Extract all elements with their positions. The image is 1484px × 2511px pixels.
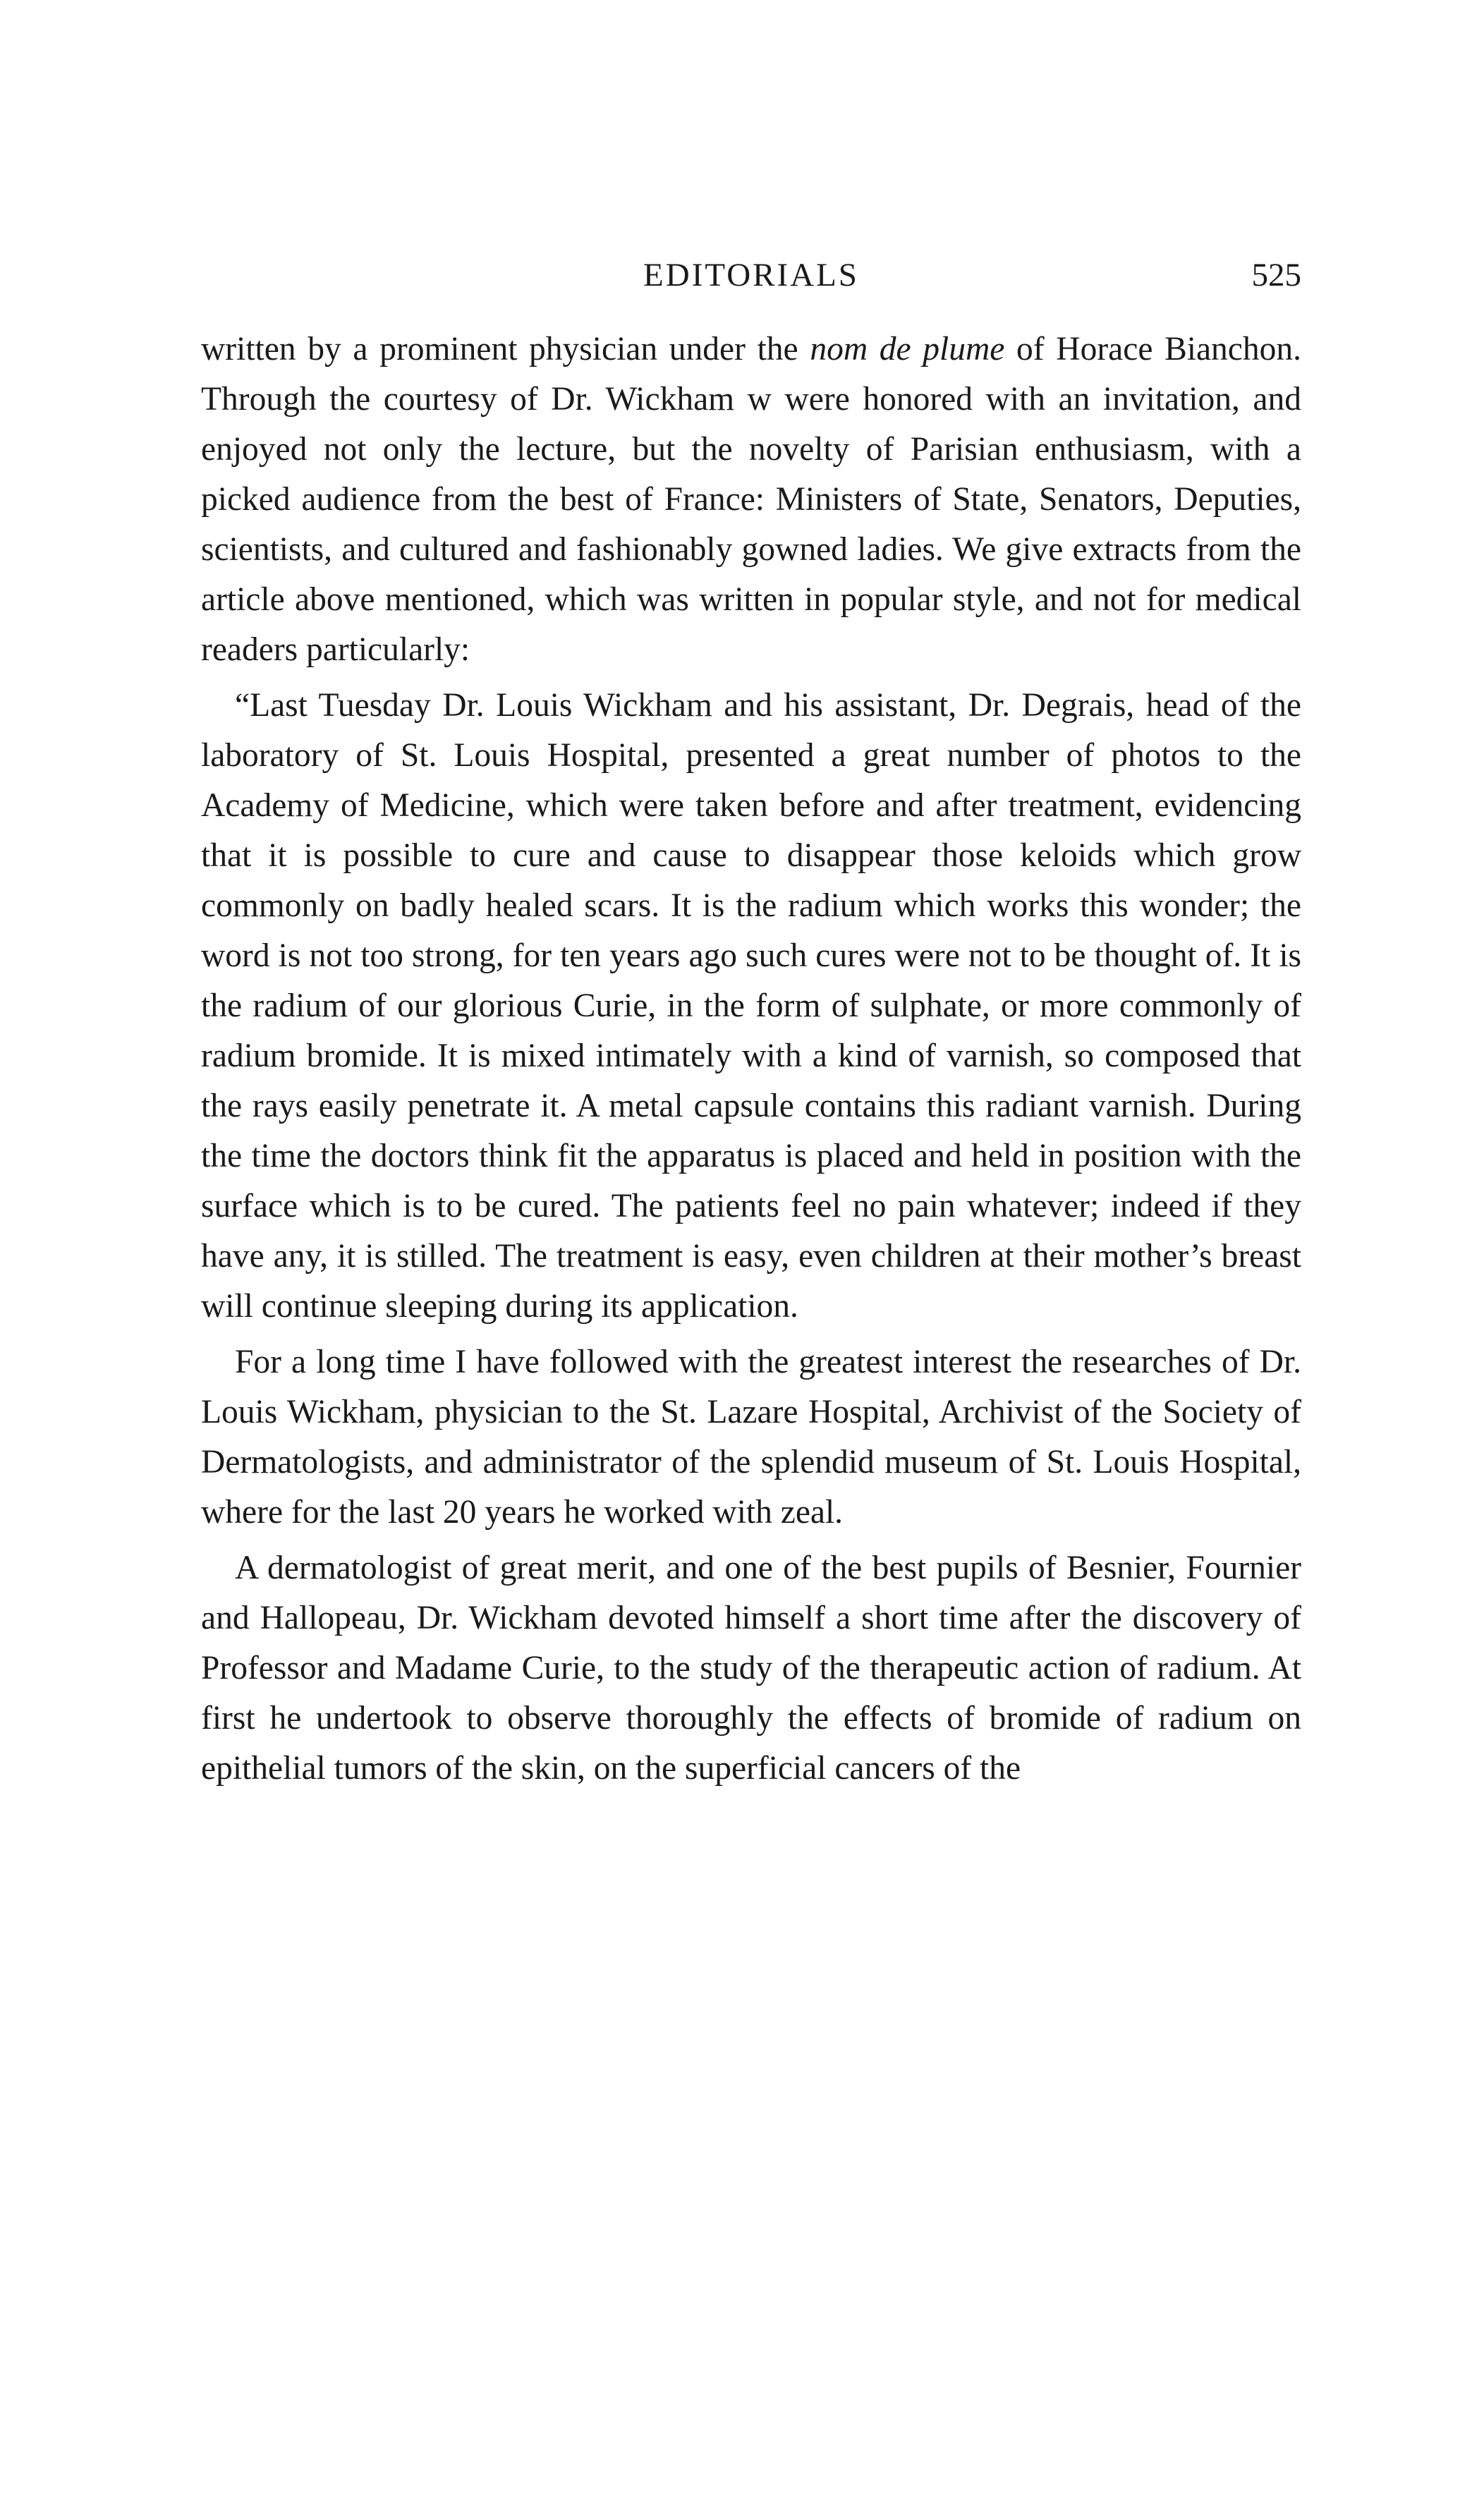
page-number: 525 bbox=[1251, 257, 1301, 293]
editorial-body bbox=[201, 324, 1301, 1794]
running-head-title: EDITORIALS bbox=[643, 257, 859, 293]
running-head bbox=[201, 250, 1301, 300]
paragraph-text: written by a prominent physician under the bbox=[201, 331, 810, 367]
paragraph: For a long time I have followed with the greatest interest the researches of Dr. Louis Wickham, physician to the St. Lazare Hospital, Archivist of the Society of Dermatologists, and administrator of the splendid museum of St. Louis Hospital, where for the last 20 years he worked with zeal. bbox=[201, 1344, 1301, 1531]
paragraph-text: of Horace Bianchon. Through the courtesy of Dr. Wickham w were honored with an invitation, and enjoyed not only the lecture, but the novelty of Parisian enthusiasm, with a picked audience from the best of France: Ministers of State, Senators, Deputies, scientists, and cultured and fashionably gowned ladies. We give extracts from the article above mentioned, which was written in popular style, and not for medical readers particularly: bbox=[201, 331, 1301, 668]
paragraph-continuation bbox=[201, 324, 1301, 675]
italic-phrase: nom de plume bbox=[810, 331, 1005, 367]
paragraph-quote: “Last Tuesday Dr. Louis Wickham and his assistant, Dr. Degrais, head of the laboratory of St. Louis Hospital, presented a great number of photos to the Academy of Medicine, which were taken before and after treatment, evidencing that it is possible to cure and cause to disappear those keloids which grow commonly on badly healed scars. It is the radium which works this wonder; the word is not too strong, for ten years ago such cures were not to be thought of. It is the radium of our glorious Curie, in the form of sulphate, or more commonly of radium bromide. It is mixed intimately with a kind of varnish, so composed that the rays easily penetrate it. A metal capsule contains this radiant varnish. During the time the doctors think fit the apparatus is placed and held in position with the surface which is to be cured. The patients feel no pain whatever; indeed if they have any, it is stilled. The treatment is easy, even children at their mother’s breast will continue sleeping during its application. bbox=[201, 687, 1301, 1325]
paragraph: A dermatologist of great merit, and one of the best pupils of Besnier, Fournier and Hallopeau, Dr. Wickham devoted himself a short time after the discovery of Professor and Madame Curie, to the study of the therapeutic action of radium. At first he undertook to observe thoroughly the effects of bromide of radium on epithelial tumors of the skin, on the superficial cancers of the bbox=[201, 1550, 1301, 1787]
